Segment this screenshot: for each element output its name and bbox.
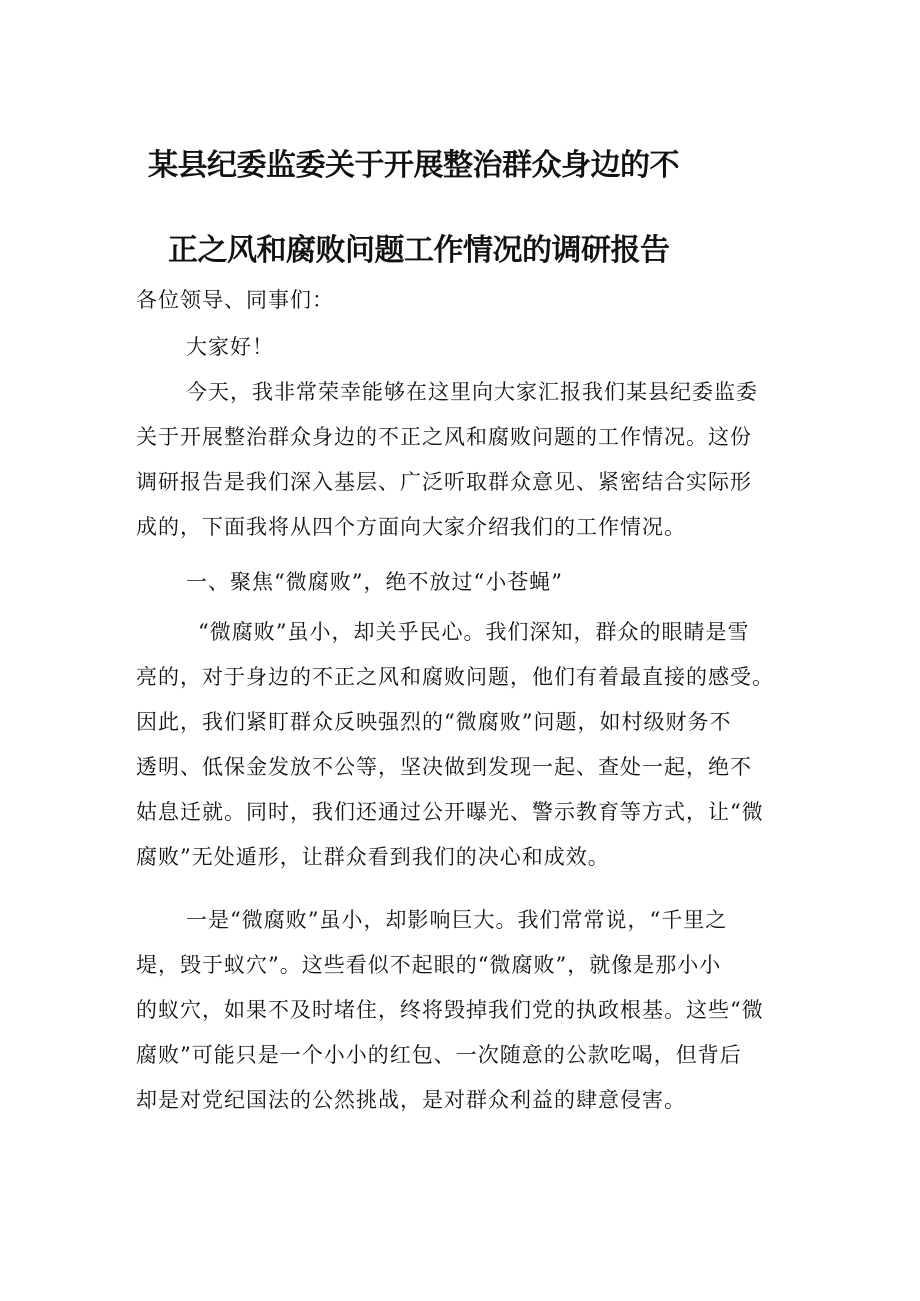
document-title-line-1: 某县纪委监委关于开展整治群众身边的不: [148, 148, 679, 183]
paragraph-line: “微腐败”虽小，却关乎民心。我们深知，群众的眼睛是雪: [198, 620, 750, 644]
intro-paragraph: [136, 370, 786, 550]
greeting-text: 大家好！: [186, 335, 274, 359]
paragraph-line: 腐败”无处遁形，让群众看到我们的决心和成效。: [136, 845, 610, 869]
paragraph-line: 亮的，对于身边的不正之风和腐败问题，他们有着最直接的感受。: [136, 665, 774, 689]
paragraph-line: 透明、低保金发放不公等，坚决做到发现一起、查处一起，绝不: [136, 755, 752, 779]
paragraph-line: 关于开展整治群众身边的不正之风和腐败问题的工作情况。这份: [136, 425, 752, 449]
salutation-text: 各位领导、同事们：: [136, 288, 334, 312]
salutation: [136, 278, 786, 323]
paragraph-line: 成的，下面我将从四个方面向大家介绍我们的工作情况。: [136, 515, 686, 539]
paragraph-line: 腐败”可能只是一个小小的红包、一次随意的公款吃喝，但背后: [136, 1043, 742, 1067]
greeting: [186, 325, 836, 370]
paragraph-line: 的蚁穴，如果不及时堵住，终将毁掉我们党的执政根基。这些“微: [136, 998, 764, 1022]
section-1-paragraph: [136, 610, 786, 880]
section-heading-text: 一、聚焦“微腐败”，绝不放过“小苍蝇”: [186, 570, 563, 594]
section-1-heading: [186, 560, 836, 605]
paragraph-line: 却是对党纪国法的公然挑战，是对群众利益的肆意侵害。: [136, 1088, 686, 1112]
paragraph-line: 因此，我们紧盯群众反映强烈的“微腐败”问题，如村级财务不: [136, 710, 732, 734]
paragraph-line: 一是“微腐败”虽小，却影响巨大。我们常常说，“千里之: [186, 908, 728, 932]
document-title-line-2: 正之风和腐败问题工作情况的调研报告: [168, 233, 670, 268]
section-1-point-1-paragraph: [136, 898, 786, 1123]
paragraph-line: 姑息迁就。同时，我们还通过公开曝光、警示教育等方式，让“微: [136, 800, 764, 824]
paragraph-line: 堤，毁于蚁穴”。这些看似不起眼的“微腐败”，就像是那小小: [136, 953, 722, 977]
paragraph-line: 调研报告是我们深入基层、广泛听取群众意见、紧密结合实际形: [136, 470, 752, 494]
paragraph-line: 今天，我非常荣幸能够在这里向大家汇报我们某县纪委监委: [186, 380, 758, 404]
